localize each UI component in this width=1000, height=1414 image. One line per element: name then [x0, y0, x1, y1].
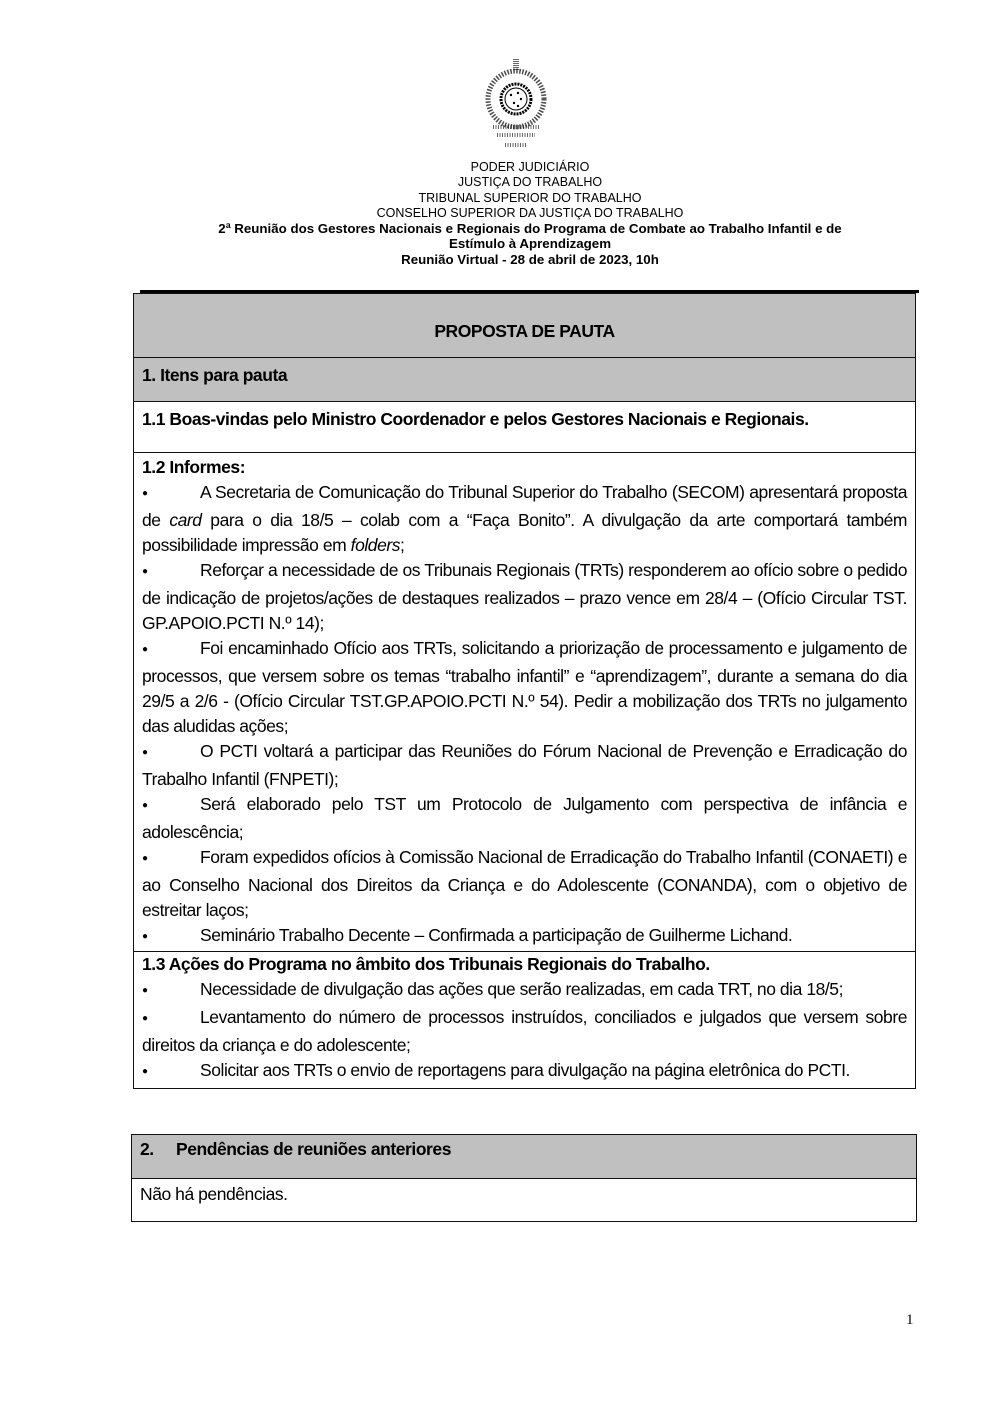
section-1-heading-row: [134, 358, 915, 402]
bullet-icon: [142, 1058, 200, 1086]
item-1-3-heading: 1.3 Ações do Programa no âmbito dos Tribunais Regionais do Trabalho.: [142, 954, 710, 974]
agenda-title: PROPOSTA DE PAUTA: [434, 321, 615, 341]
list-item: ●A Secretaria de Comunicação do Tribunal Superior do Trabalho (SECOM) apresentará proposta de card para o dia 18/5 – colab com a “Faça Bonito”. A divulgação da arte comportará também possibilidade impressão em folders;: [142, 480, 907, 558]
bullet-icon: [142, 845, 200, 873]
header-line: CONSELHO SUPERIOR DA JUSTIÇA DO TRABALHO: [376, 205, 684, 220]
list-item: ●Levantamento do número de processos instruídos, conciliados e julgados que versem sobre direitos da criança e do adolescente;: [142, 1005, 907, 1058]
item-1-3-row: [134, 952, 915, 1088]
list-item: ●Foram expedidos ofícios à Comissão Nacional de Erradicação do Trabalho Infantil (CONAETI) e ao Conselho Nacional dos Direitos da Criança e do Adolescente (CONANDA), com o objetivo de estreitar laços;: [142, 845, 907, 923]
list-item: ●O PCTI voltará a participar das Reuniões do Fórum Nacional de Prevenção e Erradicação do Trabalho Infantil (FNPETI);: [142, 739, 907, 792]
section-1-heading: 1. Itens para pauta: [142, 365, 288, 385]
pending-items-table: [131, 1134, 917, 1222]
section-2-number: 2.: [140, 1139, 154, 1159]
list-item: ●Foi encaminhado Ofício aos TRTs, solicitando a priorização de processamento e julgamento de processos, que versem sobre os temas “trabalho infantil” e “aprendizagem”, durante a semana do dia 29/5 a 2/6 - (Ofício Circular TST.GP.APOIO.PCTI N.º 54). Pedir a mobilização dos TRTs no julgamento das aludidas ações;: [142, 636, 907, 739]
list-item: ●Reforçar a necessidade de os Tribunais Regionais (TRTs) responderem ao ofício sobre o pedido de indicação de projetos/ações de destaques realizados – prazo vence em 28/4 – (Ofício Circular TST. GP.APOIO.PCTI N.º 14);: [142, 558, 907, 636]
meeting-title-cont: Estímulo à Aprendizagem: [448, 236, 612, 252]
item-1-1-row: [134, 402, 915, 453]
bullet-icon: [142, 792, 200, 820]
meeting-title: 2ª Reunião dos Gestores Nacionais e Regionais do Programa de Combate ao Trabalho Infantil e de: [218, 221, 842, 237]
bullet-icon: [142, 1005, 200, 1033]
bullet-icon: [142, 977, 200, 1005]
list-item: ●Necessidade de divulgação das ações que serão realizadas, em cada TRT, no dia 18/5;: [142, 977, 907, 1005]
list-item: ●Será elaborado pelo TST um Protocolo de Julgamento com perspectiva de infância e adolescência;: [142, 792, 907, 845]
bullet-icon: [142, 480, 200, 508]
brazil-coat-of-arms-icon: [485, 57, 547, 159]
bullet-icon: [142, 923, 200, 951]
section-2-heading: Pendências de reuniões anteriores: [176, 1139, 451, 1159]
bullet-icon: [142, 739, 200, 767]
section-2-heading-row: [132, 1135, 916, 1179]
meeting-date: Reunião Virtual - 28 de abril de 2023, 10h: [401, 251, 659, 267]
section-2-body-row: [132, 1179, 916, 1221]
agenda-title-row: [134, 294, 915, 358]
list-item: ●Seminário Trabalho Decente – Confirmada a participação de Guilherme Lichand.: [142, 923, 907, 951]
agenda-table: [133, 293, 916, 1089]
item-1-1: 1.1 Boas-vindas pelo Ministro Coordenador e pelos Gestores Nacionais e Regionais.: [142, 409, 809, 429]
bullet-icon: [142, 636, 200, 664]
item-1-2-row: [134, 453, 915, 952]
page-number: 1: [906, 1312, 914, 1328]
bullet-icon: [142, 558, 200, 586]
header-line: TRIBUNAL SUPERIOR DO TRABALHO: [418, 190, 642, 205]
header-line: JUSTIÇA DO TRABALHO: [457, 175, 603, 190]
item-1-2-heading: 1.2 Informes:: [142, 457, 246, 477]
section-2-body: Não há pendências.: [140, 1184, 288, 1204]
list-item: ●Solicitar aos TRTs o envio de reportagens para divulgação na página eletrônica do PCTI.: [142, 1058, 907, 1086]
document-header: [0, 160, 1000, 267]
header-line: PODER JUDICIÁRIO: [470, 160, 590, 174]
